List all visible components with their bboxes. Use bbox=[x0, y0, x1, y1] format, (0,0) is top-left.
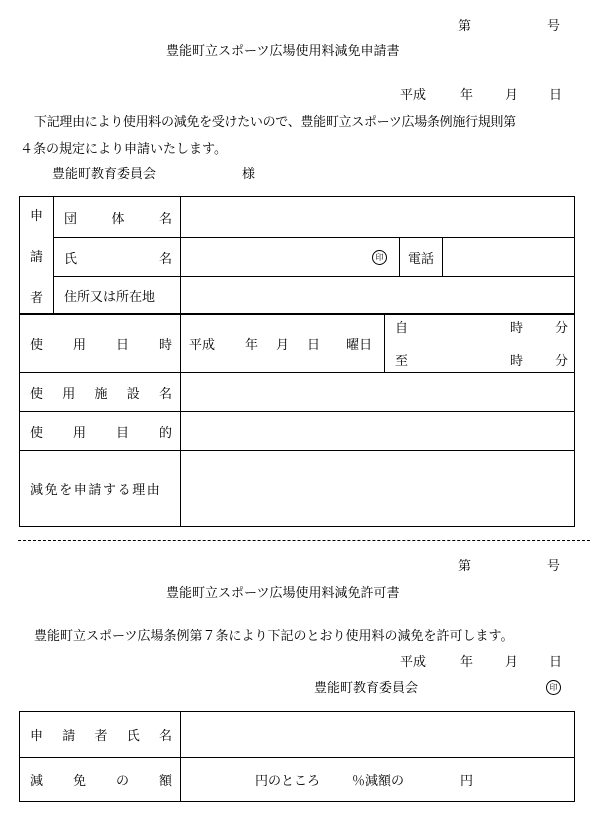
applicant-label-char: 請 bbox=[29, 250, 43, 265]
applicant-name-label: 申 請 者 氏 名 bbox=[20, 712, 181, 758]
from-hour: 時 bbox=[509, 321, 523, 336]
applicant-table bbox=[19, 196, 575, 315]
application-honorific: 様 bbox=[242, 167, 256, 182]
applicant-label-char: 申 bbox=[29, 209, 43, 224]
phone-label: 電話 bbox=[400, 238, 443, 277]
seal-mark: 印 bbox=[546, 680, 561, 695]
usage-date-day: 日 bbox=[307, 337, 321, 353]
to-label: 至 bbox=[395, 354, 409, 369]
applicant-name-field[interactable] bbox=[181, 712, 575, 758]
usage-date-field[interactable] bbox=[181, 314, 385, 373]
phone-field[interactable] bbox=[443, 238, 575, 277]
date-year: 年 bbox=[460, 655, 474, 670]
application-addressee: 豊能町教育委員会 bbox=[52, 167, 157, 182]
date-month: 月 bbox=[505, 88, 519, 103]
cut-line bbox=[18, 540, 590, 541]
permit-body: 豊能町立スポーツ広場条例第７条により下記のとおり使用料の減免を許可します。 bbox=[34, 629, 514, 644]
seal-mark: 印 bbox=[372, 250, 387, 265]
group-name-field[interactable] bbox=[181, 197, 575, 238]
date-day: 日 bbox=[549, 655, 563, 670]
person-name-field[interactable] bbox=[181, 238, 400, 277]
usage-time-field[interactable] bbox=[385, 314, 575, 373]
applicant-label-char: 者 bbox=[29, 291, 43, 306]
address-field[interactable] bbox=[181, 277, 575, 315]
facility-field[interactable] bbox=[181, 373, 575, 412]
application-title: 豊能町立スポーツ広場使用料減免申請書 bbox=[166, 44, 400, 59]
usage-table bbox=[19, 313, 575, 527]
date-year: 年 bbox=[460, 88, 474, 103]
reason-field[interactable] bbox=[181, 451, 575, 527]
permit-table bbox=[19, 711, 575, 802]
usage-date-year: 年 bbox=[245, 337, 259, 353]
permit-seal bbox=[546, 680, 561, 695]
permit-issuer: 豊能町教育委員会 bbox=[314, 681, 419, 696]
date-day: 日 bbox=[549, 88, 563, 103]
reason-label: 減免を申請する理由 bbox=[20, 451, 181, 527]
to-minute: 分 bbox=[554, 354, 568, 369]
permit-number-go: 号 bbox=[547, 559, 561, 574]
address-label: 住所又は所在地 bbox=[54, 277, 181, 315]
date-era: 平成 bbox=[400, 655, 427, 670]
date-era: 平成 bbox=[400, 88, 427, 103]
from-minute: 分 bbox=[554, 321, 568, 336]
permit-title: 豊能町立スポーツ広場使用料減免許可書 bbox=[166, 586, 400, 601]
group-name-label: 団 体 名 bbox=[54, 197, 181, 238]
reduction-amount-label: 減 免 の 額 bbox=[20, 758, 181, 802]
purpose-field[interactable] bbox=[181, 412, 575, 451]
application-body-line2: ４条の規定により申請いたします。 bbox=[20, 142, 227, 157]
usage-datetime-label: 使 用 日 時 bbox=[20, 314, 181, 373]
from-label: 自 bbox=[395, 321, 409, 336]
usage-date-era: 平成 bbox=[189, 337, 216, 353]
date-month: 月 bbox=[505, 655, 519, 670]
facility-label: 使 用 施 設 名 bbox=[20, 373, 181, 412]
purpose-label: 使 用 目 的 bbox=[20, 412, 181, 451]
reduction-amount-field[interactable] bbox=[181, 758, 575, 802]
application-number-go: 号 bbox=[547, 19, 561, 34]
applicant-side-label bbox=[20, 197, 54, 315]
usage-date-weekday: 曜日 bbox=[346, 337, 373, 353]
amount-text-1: 円のところ bbox=[255, 774, 321, 789]
amount-text-3: 円 bbox=[460, 774, 474, 789]
amount-text-2: ％減額の bbox=[352, 774, 405, 789]
to-hour: 時 bbox=[509, 354, 523, 369]
person-name-label: 氏 名 bbox=[54, 238, 181, 277]
application-body-line1: 下記理由により使用料の減免を受けたいので、豊能町立スポーツ広場条例施行規則第 bbox=[34, 115, 516, 130]
application-number-dai: 第 bbox=[458, 19, 472, 34]
usage-date-month: 月 bbox=[276, 337, 290, 353]
permit-number-dai: 第 bbox=[458, 559, 472, 574]
